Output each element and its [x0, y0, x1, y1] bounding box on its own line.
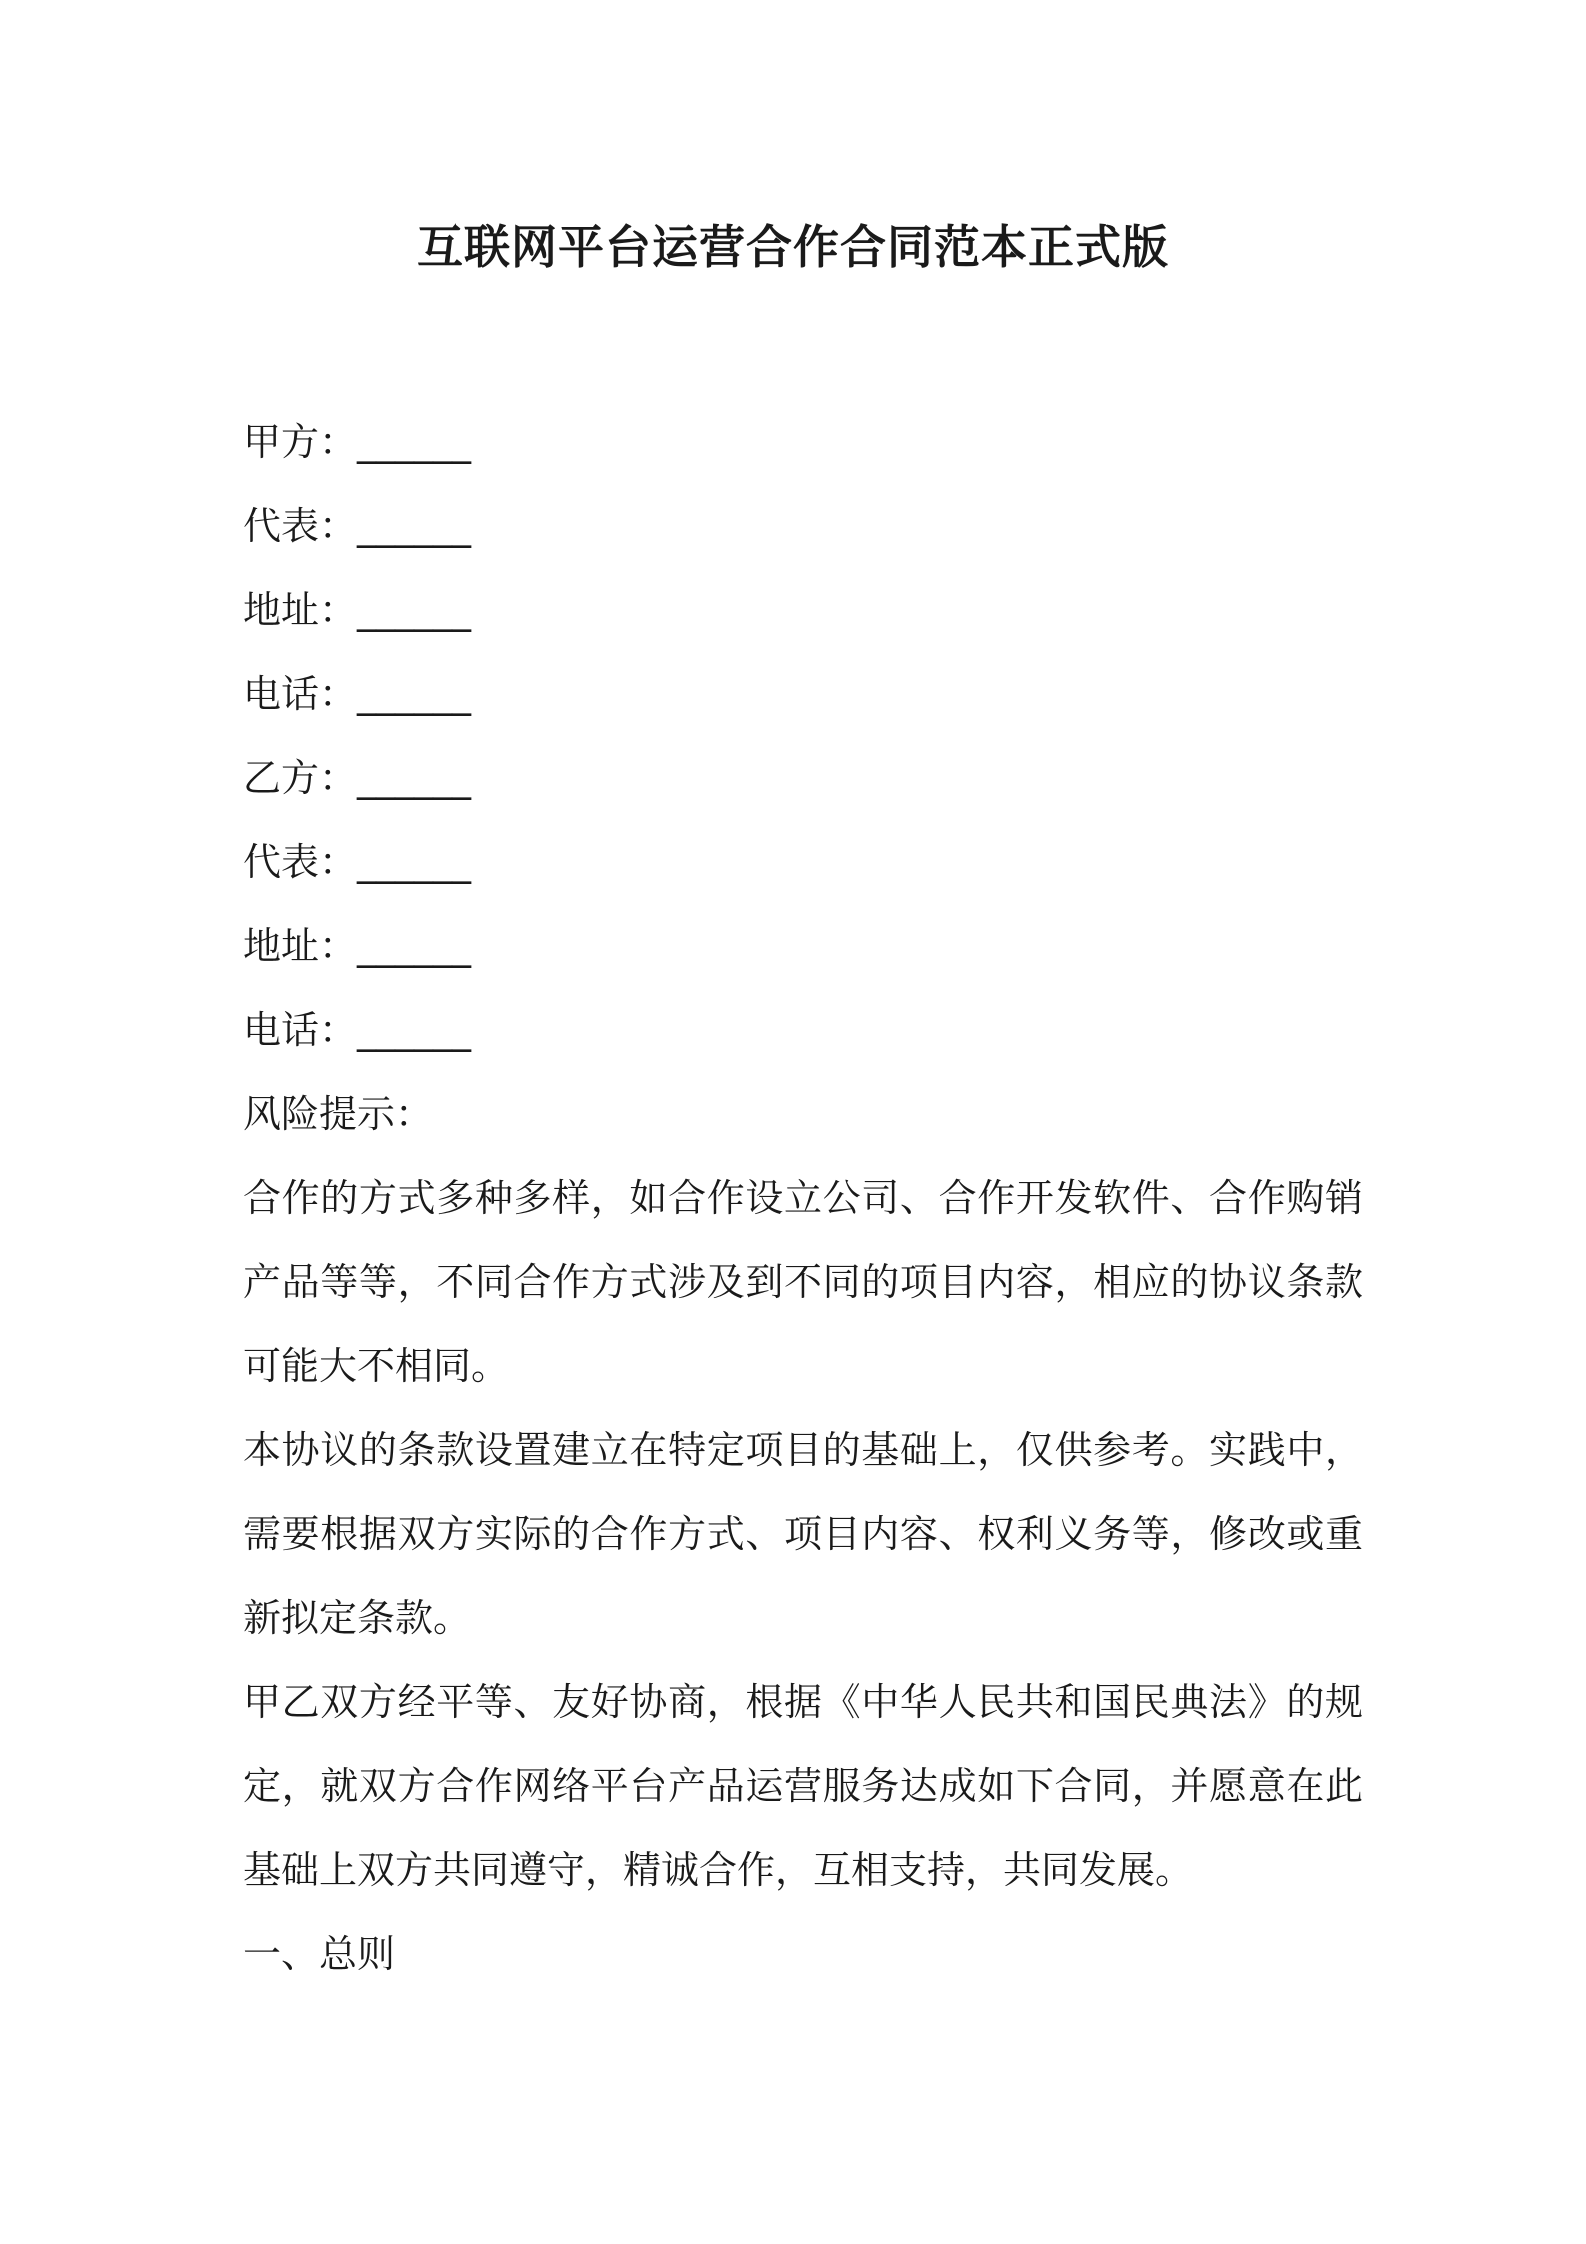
party-b-representative-field [243, 820, 1363, 904]
party-b-address-field [243, 904, 1363, 988]
field-blank: ______ [357, 504, 472, 548]
party-a-address-field [243, 568, 1363, 652]
field-blank: ______ [357, 1008, 472, 1052]
field-label: 甲方： [243, 420, 358, 464]
party-a-name-field [243, 400, 1363, 484]
field-label: 地址： [243, 924, 358, 968]
field-label: 电话： [243, 672, 358, 716]
field-blank: ______ [357, 756, 472, 800]
party-a-phone-field [243, 652, 1363, 736]
field-blank: ______ [357, 672, 472, 716]
field-label: 电话： [243, 1008, 358, 1052]
paragraph: 甲乙双方经平等、友好协商，根据《中华人民共和国民典法》的规定，就双方合作网络平台产品运营服务达成如下合同，并愿意在此基础上双方共同遵守，精诚合作，互相支持，共同发展。 [243, 1680, 1363, 1892]
field-label: 代表： [243, 504, 358, 548]
field-blank: ______ [357, 420, 472, 464]
document-title: 互联网平台运营合作合同范本正式版 [417, 220, 1169, 274]
field-label: 乙方： [243, 756, 358, 800]
party-a-representative-field [243, 484, 1363, 568]
field-label: 地址： [243, 588, 358, 632]
field-blank: ______ [357, 840, 472, 884]
field-blank: ______ [357, 924, 472, 968]
section-heading: 一、总则 [243, 1932, 396, 1976]
party-b-name-field [243, 736, 1363, 820]
party-field-list [243, 400, 1363, 1072]
party-b-phone-field [243, 988, 1363, 1072]
risk-heading: 风险提示： [243, 1092, 434, 1136]
field-label: 代表： [243, 840, 358, 884]
paragraph: 合作的方式多种多样，如合作设立公司、合作开发软件、合作购销产品等等，不同合作方式涉及到不同的项目内容，相应的协议条款可能大不相同。 [243, 1176, 1363, 1388]
document-body [243, 1072, 1363, 1996]
paragraph: 本协议的条款设置建立在特定项目的基础上，仅供参考。实践中，需要根据双方实际的合作方式、项目内容、权利义务等，修改或重新拟定条款。 [243, 1428, 1363, 1640]
field-blank: ______ [357, 588, 472, 632]
